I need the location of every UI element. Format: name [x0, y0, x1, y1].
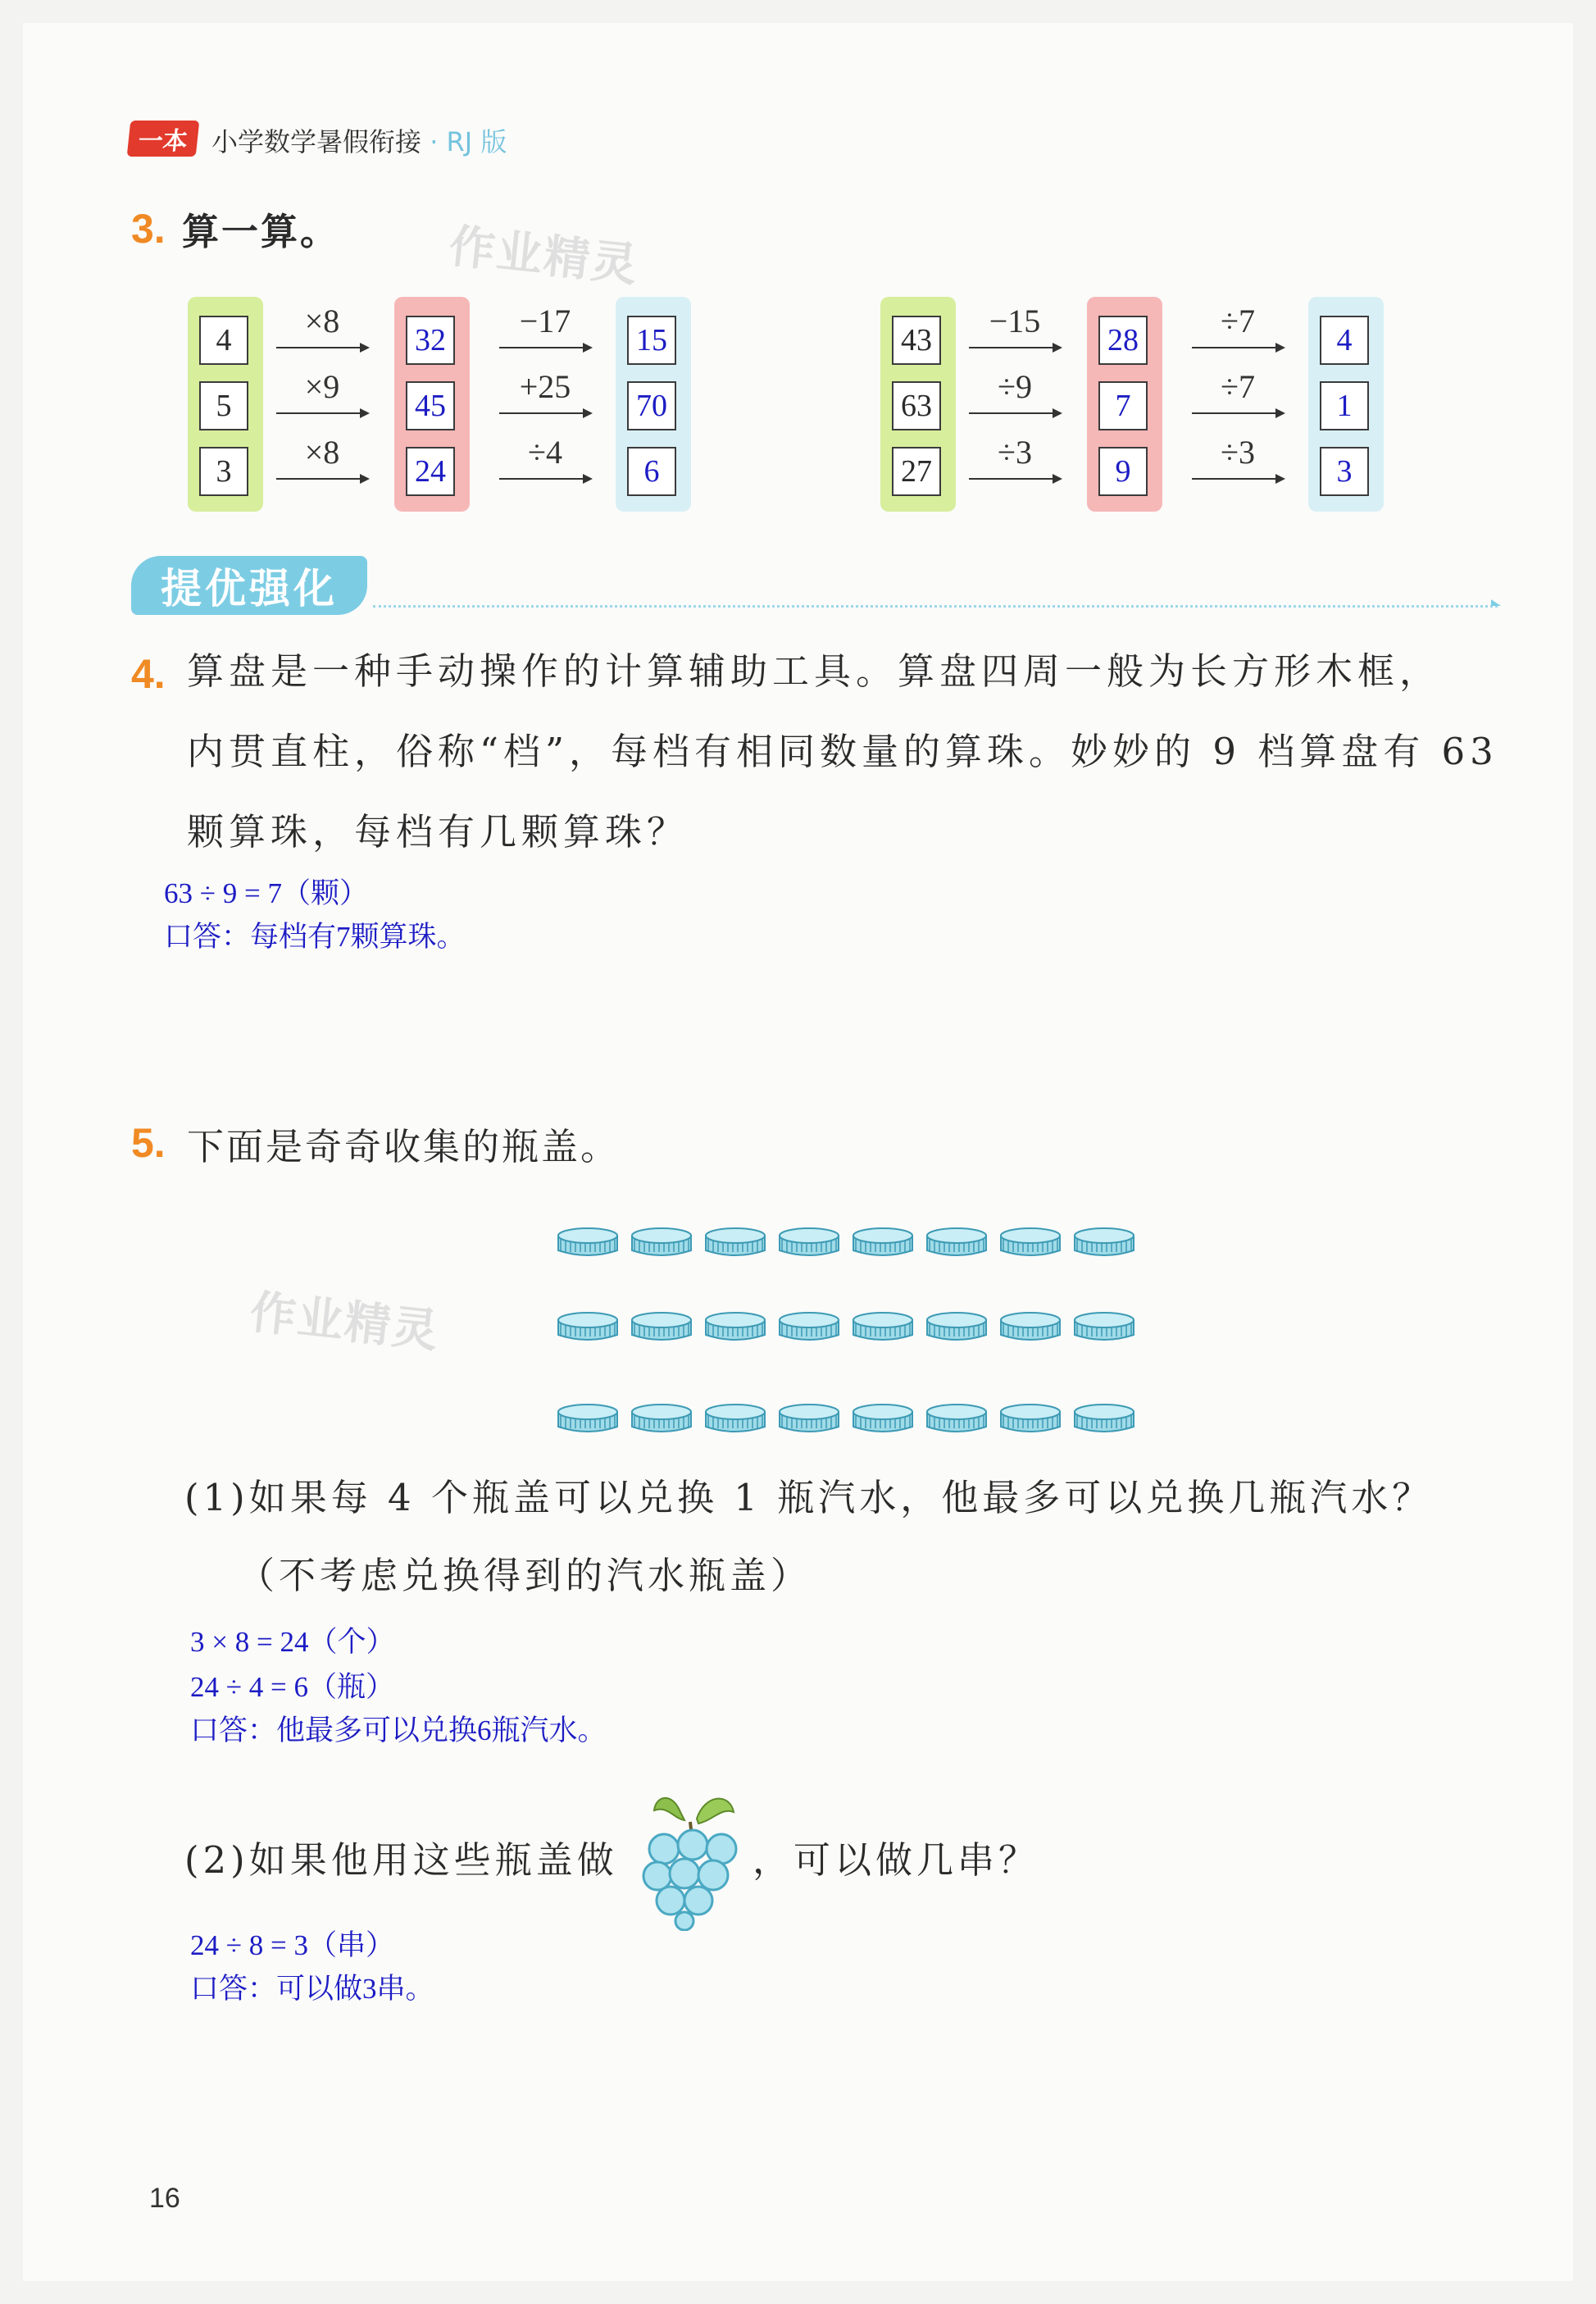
bottle-cap-icon: [1072, 1226, 1136, 1259]
bottle-cap-icon: [777, 1402, 841, 1435]
chain-box-start: 27: [892, 447, 941, 496]
chain-box-start: 43: [892, 316, 941, 365]
chain-box-end: 70: [627, 381, 676, 430]
bottle-cap-icon: [556, 1226, 620, 1259]
chain-operation-op2: +25: [519, 368, 571, 405]
answer-5-1-step1: 3 × 8 = 24（个）: [190, 1626, 395, 1658]
question-number-4: 4.: [131, 651, 166, 697]
bottle-cap-icon: [851, 1402, 915, 1435]
answer-5-2-equation: 24 ÷ 8 = 3（串）: [190, 1929, 394, 1961]
bottle-cap-icon: [777, 1226, 841, 1259]
book-title: [211, 121, 507, 159]
chain-arrow: [276, 412, 368, 414]
sub-question-1-note: （不考虑兑换得到的汽水瓶盖）: [238, 1554, 812, 1597]
chain-box-mid: 45: [406, 381, 455, 430]
chain-operation-op2: ÷7: [1221, 368, 1255, 405]
chain-box-end: 1: [1320, 381, 1369, 430]
edition-label: · RJ 版: [430, 126, 507, 157]
answer-4-statement: 口答：每档有7颗算珠。: [164, 921, 466, 953]
section-banner: 提优强化: [131, 556, 367, 615]
bottle-cap-icon: [998, 1226, 1062, 1259]
bottle-cap-icon: [703, 1310, 767, 1343]
bottle-cap-icon: [703, 1402, 767, 1435]
answer-5-1-statement: 口答：他最多可以兑换6瓶汽水。: [190, 1714, 607, 1746]
question-text-4-line3: 颗算珠，每档有几颗算珠？: [187, 810, 689, 854]
chain-operation-op1: ÷9: [998, 368, 1032, 405]
bottle-cap-icon: [851, 1226, 915, 1259]
grape-icon: [639, 1787, 750, 1931]
book-title-text: 小学数学暑假衔接: [211, 126, 422, 157]
page-number: 16: [149, 2183, 180, 2214]
bottle-cap-icon: [630, 1310, 693, 1343]
bottle-cap-icon: [556, 1310, 620, 1343]
chain-arrow: [969, 347, 1061, 348]
chain-arrow: [1192, 412, 1284, 414]
question-text-4-line2: 内贯直柱，俗称“档”，每档有相同数量的算珠。妙妙的 9 档算盘有 63: [187, 730, 1498, 773]
bottle-cap-icon: [851, 1310, 915, 1343]
chain-box-mid: 24: [406, 447, 455, 496]
chain-arrow: [499, 347, 591, 348]
bottle-cap-icon: [703, 1226, 767, 1259]
bottle-cap-icon: [925, 1310, 989, 1343]
bottle-cap-icon: [1072, 1402, 1136, 1435]
chain-operation-op1: ×9: [304, 368, 340, 405]
chain-box-mid: 7: [1098, 381, 1148, 430]
chain-box-mid: 28: [1098, 316, 1148, 365]
chain-arrow: [1192, 347, 1284, 348]
chain-operation-op1: ÷3: [998, 434, 1032, 471]
bottle-cap-icon: [998, 1402, 1062, 1435]
watermark-2: 作业精灵: [247, 1286, 443, 1359]
bottle-cap-icon: [630, 1226, 693, 1259]
chain-box-start: 5: [199, 381, 248, 430]
chain-box-start: 63: [892, 381, 941, 430]
bottle-cap-icon: [925, 1402, 989, 1435]
question-title-5: 下面是奇奇收集的瓶盖。: [187, 1125, 621, 1168]
chain-box-end: 3: [1320, 447, 1369, 496]
chain-arrow: [276, 478, 368, 480]
sub-question-1: (1)如果每 4 个瓶盖可以兑换 1 瓶汽水，他最多可以兑换几瓶汽水？: [184, 1476, 1434, 1519]
chain-arrow: [276, 347, 368, 348]
bottle-cap-icon: [925, 1226, 989, 1259]
answer-5-2-statement: 口答：可以做3串。: [190, 1973, 434, 2005]
chain-box-start: 4: [199, 316, 248, 365]
question-text-4: [187, 631, 1507, 872]
chain-operation-op1: −15: [989, 303, 1041, 339]
chain-box-end: 6: [627, 447, 676, 496]
chain-operation-op1: ×8: [304, 303, 340, 339]
bottle-cap-icon: [998, 1310, 1062, 1343]
chain-operation-op2: −17: [519, 303, 571, 339]
chain-operation-op2: ÷4: [528, 434, 562, 471]
question-text-4-line1: 算盘是一种手动操作的计算辅助工具。算盘四周一般为长方形木框，: [187, 649, 1442, 693]
bottle-cap-icon: [630, 1402, 693, 1435]
chain-box-mid: 32: [406, 316, 455, 365]
question-number-5: 5.: [131, 1120, 166, 1166]
answer-4-equation: 63 ÷ 9 = 7（颗）: [164, 877, 368, 909]
bottle-cap-icon: [777, 1310, 841, 1343]
chain-box-mid: 9: [1098, 447, 1148, 496]
chain-arrow: [969, 412, 1061, 414]
chain-operation-op2: ÷3: [1221, 434, 1255, 471]
bottle-cap-icon: [1072, 1310, 1136, 1343]
chain-box-start: 3: [199, 447, 248, 496]
chain-operation-op2: ÷7: [1221, 303, 1255, 339]
answer-5-1-step2: 24 ÷ 4 = 6（瓶）: [190, 1671, 394, 1703]
chain-arrow: [499, 478, 591, 480]
chain-box-end: 4: [1320, 316, 1369, 365]
section-divider: [373, 605, 1498, 608]
watermark: 作业精灵: [446, 220, 642, 293]
bottle-cap-icon: [556, 1402, 620, 1435]
brand-logo: 一本: [127, 121, 200, 157]
sub-question-2-before: (2)如果他用这些瓶盖做: [184, 1838, 618, 1882]
chain-operation-op1: ×8: [304, 434, 340, 471]
sub-question-2-after: ，可以做几串？: [753, 1838, 1040, 1882]
question-number-3: 3.: [131, 206, 166, 252]
chain-arrow: [499, 412, 591, 414]
chain-arrow: [1192, 478, 1284, 480]
chain-box-end: 15: [627, 316, 676, 365]
question-title-3: 算一算。: [182, 210, 340, 253]
chain-arrow: [969, 478, 1061, 480]
